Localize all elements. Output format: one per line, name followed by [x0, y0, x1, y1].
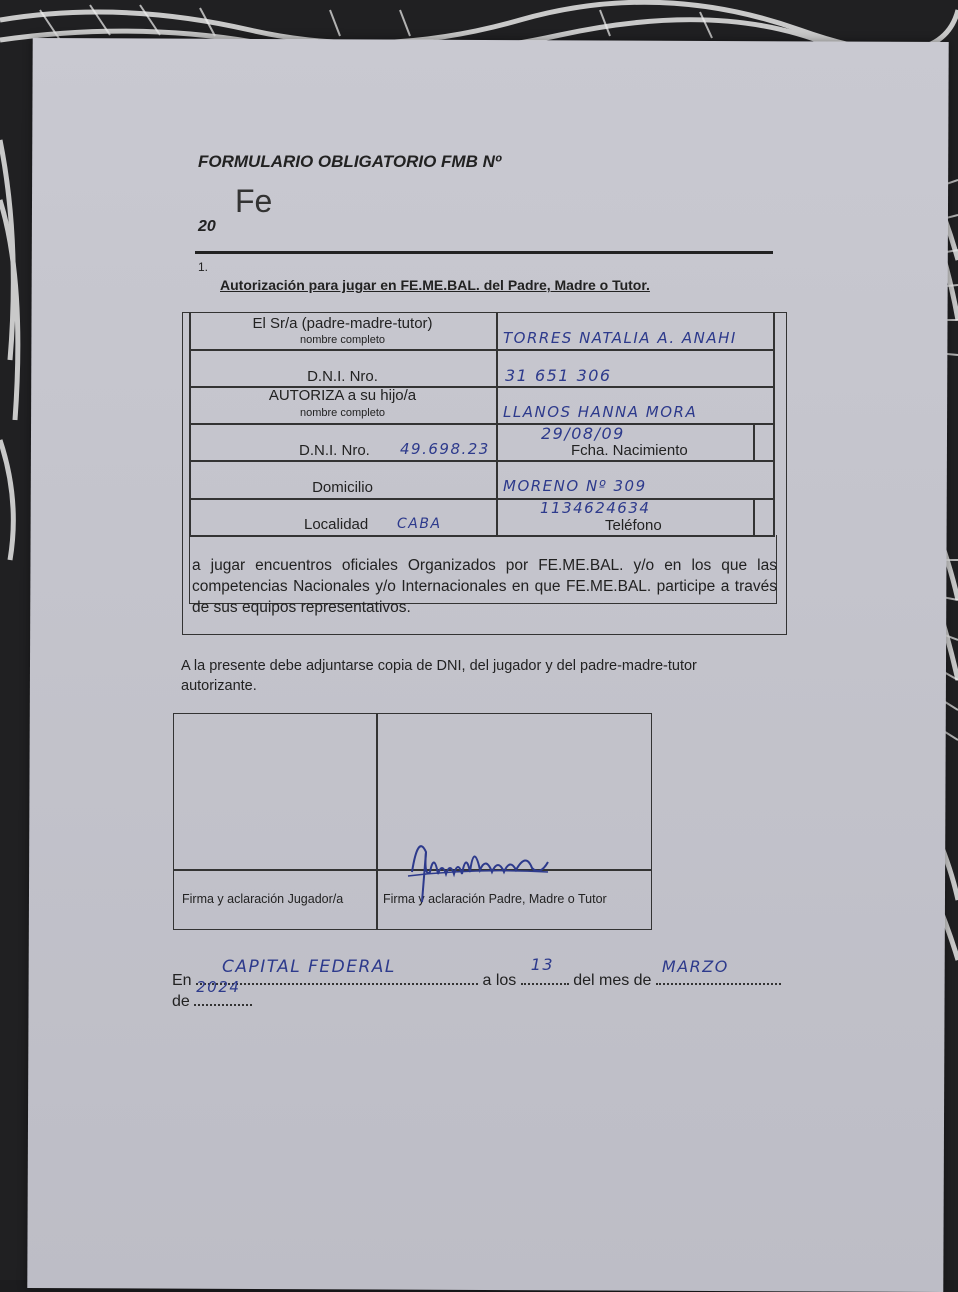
day-dotted-field[interactable] — [521, 955, 569, 985]
signature-box — [173, 713, 652, 930]
parent-dni-label: D.N.I. Nro. — [307, 368, 378, 385]
table-row-line — [189, 349, 775, 351]
place-value: CAPITAL FEDERAL — [222, 957, 396, 977]
parent-dni-value[interactable]: 31 651 306 — [505, 366, 612, 385]
authorization-text: a jugar encuentros oficiales Organizados por FE.ME.BAL. y/o en los que las competencias Nacionales y/o Internacionales en que FE.ME.BAL. participe a través de sus equipos representativos. — [192, 557, 777, 616]
de-label: de — [172, 993, 190, 1010]
form-title: FORMULARIO OBLIGATORIO FMB Nº — [198, 152, 502, 171]
phone-label: Teléfono — [605, 517, 662, 534]
address-label: Domicilio — [312, 479, 373, 496]
item-number: 1. — [198, 260, 209, 274]
form-subtitle: Autorización para jugar en FE.ME.BAL. del Padre, Madre o Tutor. — [220, 277, 650, 293]
en-label: En — [172, 972, 192, 989]
player-signature-label: Firma y aclaración Jugador/a — [182, 892, 344, 906]
month-value: MARZO — [661, 957, 729, 976]
birth-date-value[interactable]: 29/08/09 — [541, 424, 625, 443]
parent-name-label: El Sr/a (padre-madre-tutor) — [252, 315, 433, 332]
birth-extra-divider — [753, 423, 755, 460]
a-los-label: a los — [482, 972, 517, 989]
parent-signature-scribble[interactable] — [404, 832, 554, 904]
child-authorize-label: AUTORIZA a su hijo/a — [268, 387, 417, 404]
attachment-note: A la presente debe adjuntarse copia de DNI, del jugador y del padre-madre-tutor autorizante. — [181, 658, 697, 694]
day-value: 13 — [530, 955, 555, 974]
month-dotted-field[interactable] — [656, 957, 781, 985]
address-value[interactable]: MORENO Nº 309 — [503, 477, 647, 495]
child-dni-value[interactable]: 49.698.23 — [400, 440, 490, 458]
signature-divider — [376, 714, 378, 929]
table-row-line — [189, 423, 775, 425]
locality-value[interactable]: CABA — [397, 516, 442, 532]
child-dni-label: D.N.I. Nro. — [299, 442, 370, 459]
child-name-sublabel: nombre completo — [300, 407, 385, 419]
parent-name-value[interactable]: TORRES NATALIA A. ANAHI — [503, 329, 737, 347]
month-label: del mes de — [573, 972, 652, 989]
year-value: 2024 — [196, 978, 241, 996]
phone-value[interactable]: 1134624634 — [540, 499, 651, 517]
locality-label: Localidad — [304, 516, 369, 533]
child-name-value[interactable]: LLANOS HANNA MORA — [503, 403, 698, 421]
parent-signature-label: Firma y aclaración Padre, Madre o Tutor — [383, 892, 607, 906]
fe-label: Fe — [235, 183, 273, 219]
table-row-line — [189, 498, 775, 500]
birth-date-label: Fcha. Nacimiento — [571, 442, 688, 459]
table-row-line — [189, 460, 775, 462]
year-prefix: 20 — [198, 218, 216, 235]
place-date-line — [172, 955, 812, 990]
parent-name-sublabel: nombre completo — [300, 334, 385, 346]
header-rule — [195, 251, 773, 254]
year-dotted-field[interactable] — [194, 978, 252, 1006]
phone-extra-divider — [753, 498, 755, 535]
